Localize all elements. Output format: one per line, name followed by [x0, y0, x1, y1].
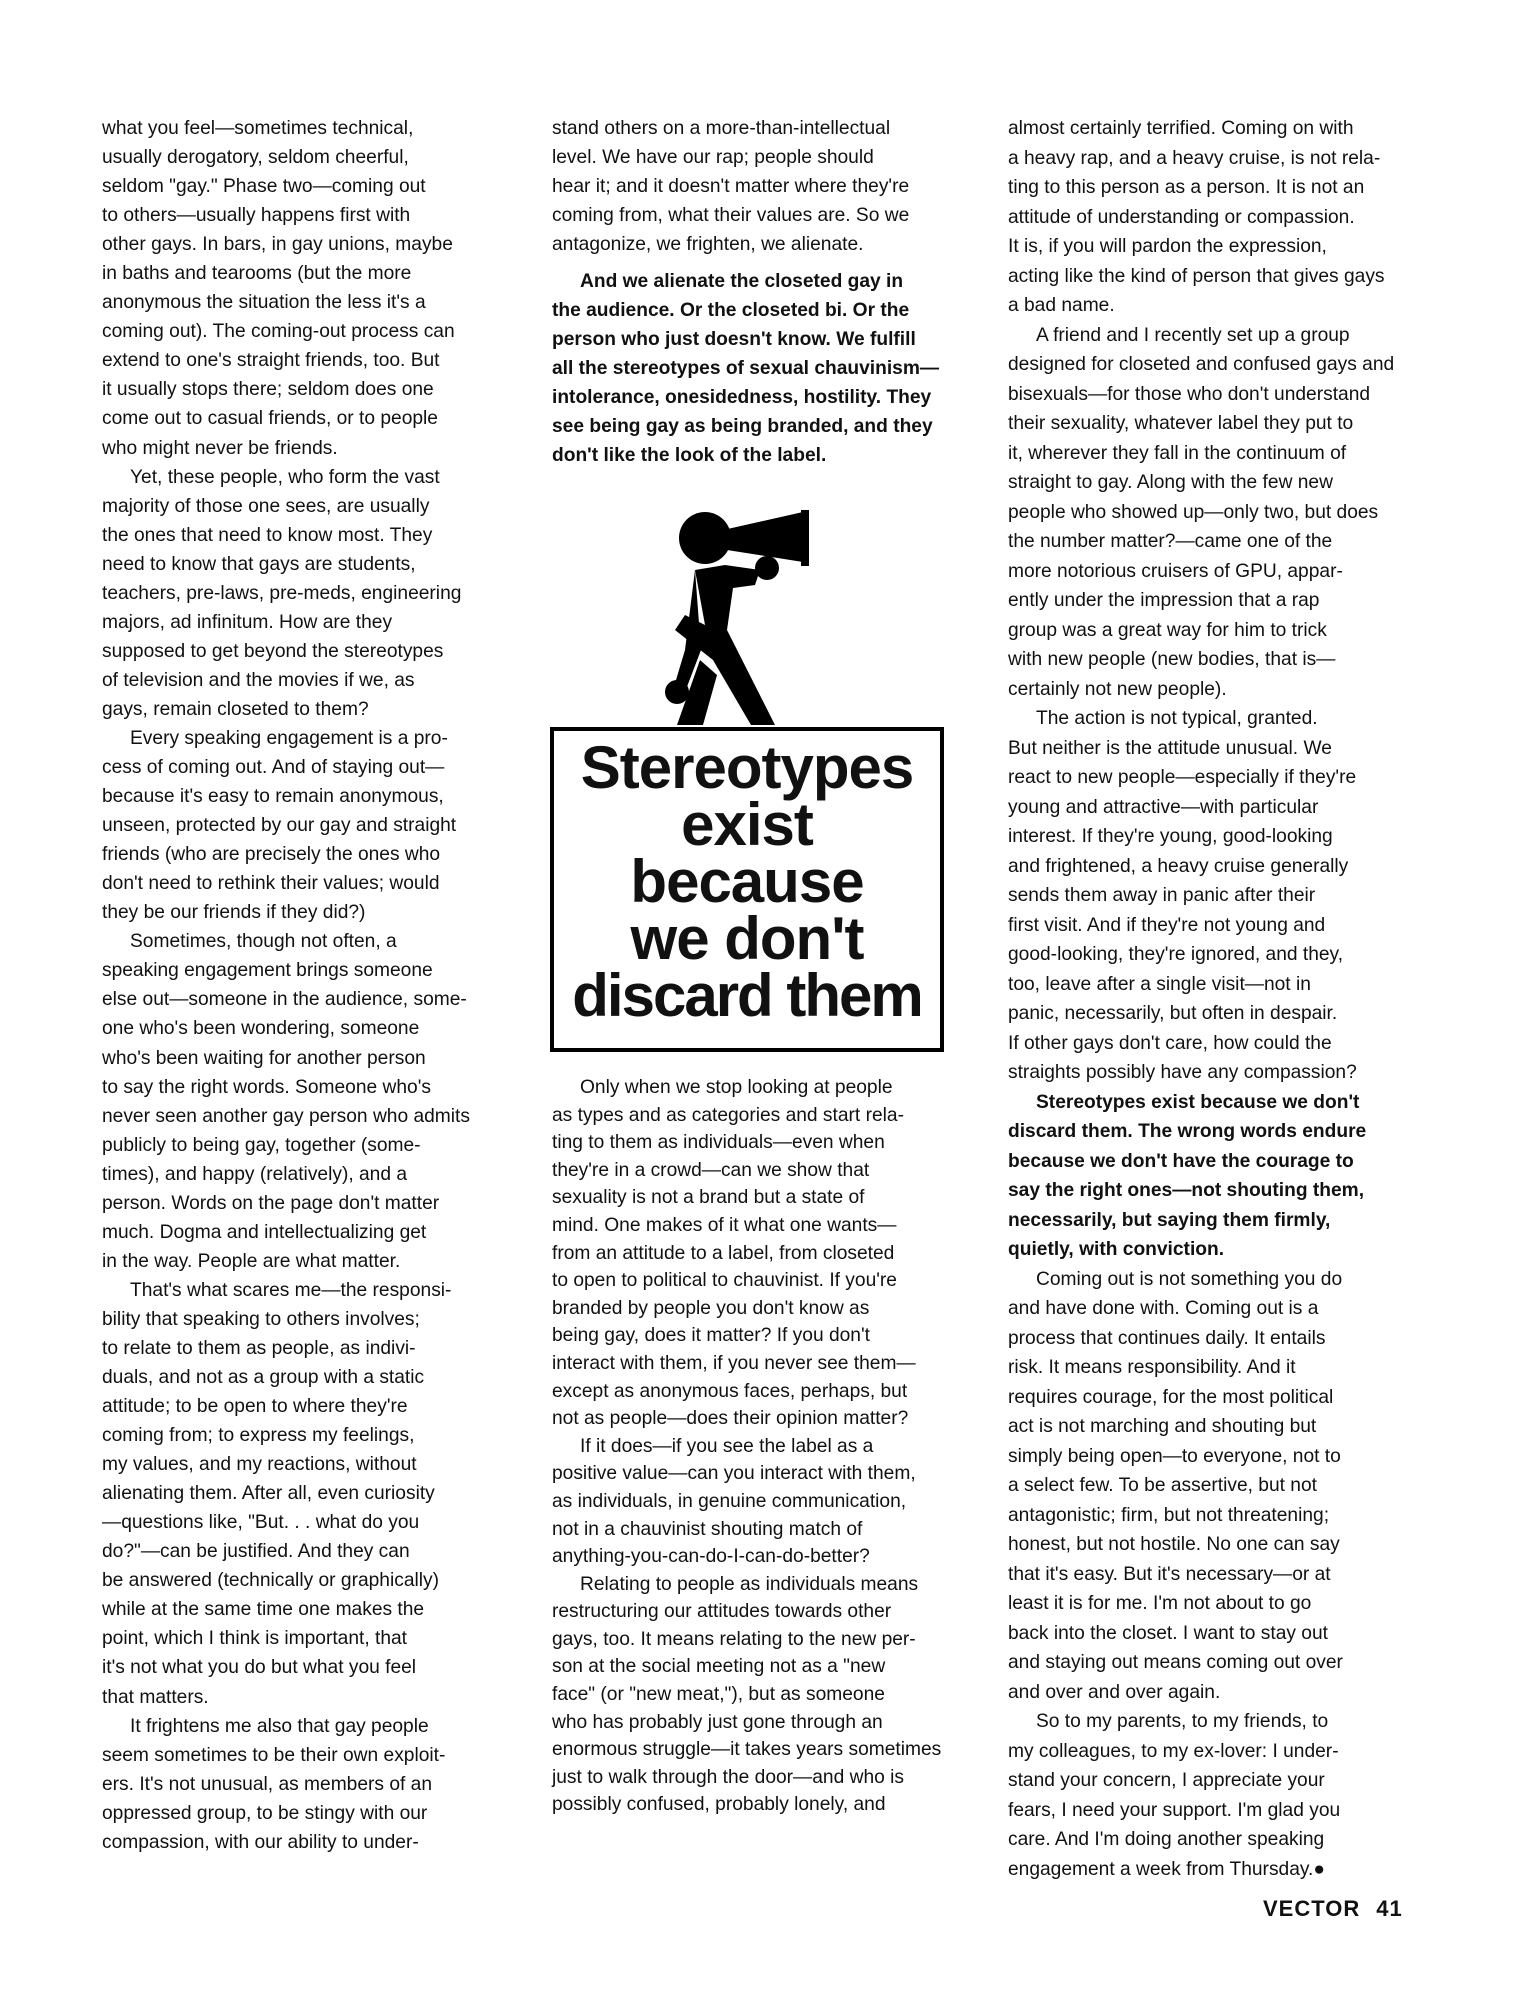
text-line: good-looking, they're ignored, and they,	[1008, 944, 1344, 965]
text-line: the audience. Or the closeted bi. Or the	[552, 300, 910, 321]
text-line: come out to casual friends, or to people	[102, 408, 438, 430]
text-line: Only when we stop looking at people	[580, 1077, 893, 1098]
text-line: that it's easy. But it's necessary—or at	[1008, 1563, 1331, 1585]
text-line: hear it; and it doesn't matter where they're	[552, 176, 910, 197]
text-line: that matters.	[102, 1686, 209, 1708]
text-line: much. Dogma and intellectualizing get	[102, 1221, 427, 1243]
text-line: designed for closeted and confused gays and	[1008, 354, 1395, 375]
text-line: level. We have our rap; people should	[552, 147, 874, 168]
text-line: positive value—can you interact with them,	[552, 1463, 916, 1485]
text-line: they're in a crowd—can we show that	[552, 1159, 870, 1181]
text-line: and have done with. Coming out is a	[1008, 1298, 1319, 1319]
text-line: cess of coming out. And of staying out—	[102, 757, 445, 779]
text-line: friends (who are precisely the ones who	[102, 844, 441, 866]
text-line: except as anonymous faces, perhaps, but	[552, 1380, 908, 1402]
text-line: engagement a week from Thursday.●	[1008, 1858, 1325, 1880]
text-line: But neither is the attitude unusual. We	[1008, 737, 1332, 759]
text-line: and staying out means coming out over	[1008, 1652, 1343, 1673]
text-line: seldom "gay." Phase two—coming out	[102, 176, 426, 198]
text-line: being gay, does it matter? If you don't	[552, 1325, 870, 1347]
text-line: times), and happy (relatively), and a	[102, 1163, 408, 1185]
text-line: never seen another gay person who admits	[102, 1105, 470, 1127]
publication-name: VECTOR	[1263, 1896, 1361, 1921]
text-line: else out—someone in the audience, some-	[102, 989, 467, 1011]
text-line: too, leave after a single visit—not in	[1008, 973, 1311, 995]
text-line: it usually stops there; seldom does one	[102, 379, 434, 401]
text-line: ers. It's not unusual, as members of an	[102, 1773, 433, 1795]
text-line: certainly not new people).	[1008, 678, 1227, 700]
text-line: bisexuals—for those who don't understand	[1008, 383, 1371, 405]
text-line: to relate to them as people, as indivi-	[102, 1337, 416, 1359]
text-line: don't need to rethink their values; would	[102, 873, 440, 895]
text-line: teachers, pre-laws, pre-meds, engineering	[102, 582, 462, 604]
text-line: Stereotypes exist because we don't	[1036, 1091, 1360, 1113]
text-line: act is not marching and shouting but	[1008, 1416, 1317, 1437]
text-line: acting like the kind of person that gives gays	[1008, 265, 1385, 287]
text-line: straights possibly have any compassion?	[1008, 1062, 1357, 1083]
text-line: be answered (technically or graphically)	[102, 1570, 440, 1592]
text-line: necessarily, but saying them firmly,	[1008, 1209, 1331, 1231]
text-line: coming from; to express my feelings,	[102, 1425, 415, 1447]
text-line: alienating them. After all, even curiosity	[102, 1483, 435, 1505]
text-line: branded by people you don't know as	[552, 1297, 870, 1319]
text-line: possibly confused, probably lonely, and	[552, 1794, 886, 1816]
text-line: they be our friends if they did?)	[102, 902, 366, 924]
text-line: people who showed up—only two, but does	[1008, 501, 1379, 523]
text-line: my values, and my reactions, without	[102, 1454, 417, 1476]
text-line: Every speaking engagement is a pro-	[130, 727, 448, 749]
text-line: stand others on a more-than-intellectual	[552, 118, 891, 139]
text-line: ently under the impression that a rap	[1008, 590, 1320, 611]
text-line: and over and over again.	[1008, 1681, 1221, 1703]
text-line: and frightened, a heavy cruise generally	[1008, 855, 1349, 877]
text-line: young and attractive—with particular	[1008, 796, 1319, 818]
text-line: attitude of understanding or compassion.	[1008, 206, 1355, 228]
text-line: stand your concern, I appreciate your	[1008, 1770, 1325, 1791]
pull-quote-box	[550, 727, 944, 1052]
text-line: see being gay as being branded, and they	[552, 416, 933, 437]
text-line: anonymous the situation the less it's a	[102, 292, 426, 314]
text-line: in the way. People are what matter.	[102, 1250, 401, 1272]
text-line: requires courage, for the most political	[1008, 1386, 1334, 1408]
text-line: oppressed group, to be stingy with our	[102, 1802, 428, 1824]
text-line: one who's been wondering, someone	[102, 1018, 420, 1040]
text-line: say the right ones—not shouting them,	[1008, 1180, 1365, 1201]
text-line: what you feel—sometimes technical,	[102, 118, 414, 139]
text-line: the number matter?—came one of the	[1008, 531, 1333, 552]
text-line: need to know that gays are students,	[102, 553, 416, 575]
megaphone-figure-icon	[655, 510, 885, 730]
text-line: gays, remain closeted to them?	[102, 698, 369, 720]
text-line: Relating to people as individuals means	[580, 1573, 919, 1595]
text-line: person who just doesn't know. We fulfill	[552, 329, 916, 350]
text-line: a bad name.	[1008, 295, 1115, 316]
page-number: 41	[1376, 1896, 1403, 1921]
text-line: because it's easy to remain anonymous,	[102, 786, 444, 808]
text-line: interest. If they're young, good-looking	[1008, 826, 1333, 847]
text-line: don't like the look of the label.	[552, 445, 827, 466]
text-line: process that continues daily. It entails	[1008, 1327, 1326, 1349]
text-line: to open to political to chauvinist. If you're	[552, 1270, 897, 1292]
text-line: coming out). The coming-out process can	[102, 321, 455, 343]
text-line: care. And I'm doing another speaking	[1008, 1829, 1325, 1850]
text-line: A friend and I recently set up a group	[1036, 324, 1350, 346]
pull-quote-line: Stereotypes	[580, 734, 914, 801]
text-line: interact with them, if you never see them—	[552, 1352, 916, 1374]
text-line: sends them away in panic after their	[1008, 885, 1316, 906]
text-line: to say the right words. Someone who's	[102, 1076, 431, 1098]
text-line: discard them. The wrong words endure	[1008, 1121, 1367, 1142]
text-line: majors, ad infinitum. How are they	[102, 611, 393, 633]
text-line: coming from, what their values are. So we	[552, 205, 910, 226]
text-line: panic, necessarily, but often in despair.	[1008, 1003, 1338, 1024]
text-line: simply being open—to everyone, not to	[1008, 1445, 1341, 1467]
article-column-2-bottom	[552, 1074, 982, 1819]
pull-quote-line: exist	[681, 791, 813, 858]
text-line: antagonize, we frighten, we alienate.	[552, 234, 864, 255]
text-line: bility that speaking to others involves;	[102, 1308, 420, 1330]
text-line: seem sometimes to be their own exploit-	[102, 1744, 446, 1766]
text-line: a heavy rap, and a heavy cruise, is not rela-	[1008, 147, 1381, 169]
text-line: restructuring our attitudes towards other	[552, 1601, 892, 1623]
text-line: If it does—if you see the label as a	[580, 1435, 874, 1457]
text-line: their sexuality, whatever label they put to	[1008, 413, 1354, 434]
text-line: more notorious cruisers of GPU, appar-	[1008, 560, 1343, 582]
article-column-2-top	[552, 114, 982, 470]
text-line: from an attitude to a label, from closeted	[552, 1242, 895, 1264]
pull-quote-line: discard them	[572, 962, 922, 1029]
text-line: the ones that need to know most. They	[102, 524, 433, 546]
text-line: quietly, with conviction.	[1008, 1239, 1225, 1260]
text-line: of television and the movies if we, as	[102, 669, 415, 691]
text-line: It frightens me also that gay people	[130, 1715, 429, 1737]
text-line: ting to them as individuals—even when	[552, 1132, 885, 1154]
text-line: publicly to being gay, together (some-	[102, 1134, 421, 1156]
text-line: who has probably just gone through an	[552, 1711, 883, 1733]
text-line: just to walk through the door—and who is	[552, 1766, 904, 1788]
text-line: a select few. To be assertive, but not	[1008, 1475, 1317, 1496]
text-line: other gays. In bars, in gay unions, maybe	[102, 234, 453, 256]
text-line: it's not what you do but what you feel	[102, 1657, 417, 1679]
text-line: The action is not typical, granted.	[1036, 708, 1318, 729]
text-line: ting to this person as a person. It is not an	[1008, 177, 1365, 198]
text-line: to others—usually happens first with	[102, 205, 411, 227]
text-line: compassion, with our ability to under-	[102, 1831, 419, 1853]
text-line: sexuality is not a brand but a state of	[552, 1187, 865, 1209]
text-line: not as people—does their opinion matter?	[552, 1408, 909, 1430]
pull-quote-line: because	[630, 848, 864, 915]
text-line: because we don't have the courage to	[1008, 1150, 1354, 1172]
text-line: enormous struggle—it takes years sometimes	[552, 1739, 942, 1761]
text-line: mind. One makes of it what one wants—	[552, 1214, 897, 1236]
text-line: do?"—can be justified. And they can	[102, 1541, 410, 1563]
text-line: intolerance, onesidedness, hostility. They	[552, 387, 932, 408]
text-line: unseen, protected by our gay and straight	[102, 815, 457, 837]
text-line: Coming out is not something you do	[1036, 1268, 1343, 1290]
text-line: point, which I think is important, that	[102, 1628, 408, 1650]
text-line: who's been waiting for another person	[102, 1047, 426, 1069]
text-line: So to my parents, to my friends, to	[1036, 1711, 1329, 1732]
text-line: least it is for me. I'm not about to go	[1008, 1593, 1312, 1614]
text-line: —questions like, "But. . . what do you	[102, 1512, 420, 1534]
text-line: antagonistic; firm, but not threatening;	[1008, 1504, 1330, 1526]
text-line: as individuals, in genuine communication,	[552, 1490, 907, 1512]
text-line: not in a chauvinist shouting match of	[552, 1518, 863, 1540]
article-column-1	[102, 114, 522, 1857]
page-footer	[1263, 1896, 1419, 1922]
text-line: with new people (new bodies, that is—	[1008, 649, 1336, 670]
text-line: It is, if you will pardon the expression,	[1008, 236, 1327, 257]
text-line: who might never be friends.	[102, 437, 338, 459]
text-line: back into the closet. I want to stay out	[1008, 1622, 1328, 1644]
text-line: Yet, these people, who form the vast	[130, 466, 440, 488]
text-line: straight to gay. Along with the few new	[1008, 472, 1333, 493]
text-line: person. Words on the page don't matter	[102, 1192, 440, 1214]
text-line: face" (or "new meat,"), but as someone	[552, 1684, 885, 1706]
text-line: That's what scares me—the responsi-	[130, 1279, 452, 1301]
text-line: And we alienate the closeted gay in	[580, 271, 904, 292]
text-line: supposed to get beyond the stereotypes	[102, 640, 444, 662]
text-line: speaking engagement brings someone	[102, 960, 433, 982]
text-line: anything-you-can-do-I-can-do-better?	[552, 1546, 870, 1568]
text-line: in baths and tearooms (but the more	[102, 263, 412, 285]
text-line: while at the same time one makes the	[102, 1599, 425, 1621]
text-line: Sometimes, though not often, a	[130, 931, 397, 953]
text-line: duals, and not as a group with a static	[102, 1367, 425, 1389]
text-line: honest, but not hostile. No one can say	[1008, 1534, 1340, 1555]
text-line: react to new people—especially if they're	[1008, 767, 1357, 788]
text-line: group was a great way for him to trick	[1008, 619, 1327, 641]
text-line: as types and as categories and start rela-	[552, 1104, 904, 1126]
article-column-3	[1008, 114, 1428, 1884]
text-line: gays, too. It means relating to the new per-	[552, 1628, 916, 1650]
text-line: usually derogatory, seldom cheerful,	[102, 147, 409, 169]
text-line: all the stereotypes of sexual chauvinism—	[552, 358, 940, 379]
text-line: my colleagues, to my ex-lover: I under-	[1008, 1740, 1339, 1762]
text-line: extend to one's straight friends, too. But	[102, 350, 440, 372]
text-line: If other gays don't care, how could the	[1008, 1032, 1332, 1054]
text-line: fears, I need your support. I'm glad you	[1008, 1799, 1341, 1821]
text-line: son at the social meeting not as a "new	[552, 1656, 886, 1678]
text-line: first visit. And if they're not young and	[1008, 914, 1326, 936]
text-line: risk. It means responsibility. And it	[1008, 1357, 1296, 1378]
text-line: attitude; to be open to where they're	[102, 1396, 408, 1418]
text-line: majority of those one sees, are usually	[102, 495, 430, 517]
text-line: almost certainly terrified. Coming on with	[1008, 118, 1354, 139]
text-line: it, wherever they fall in the continuum of	[1008, 442, 1347, 464]
pull-quote-line: we don't	[630, 905, 864, 972]
